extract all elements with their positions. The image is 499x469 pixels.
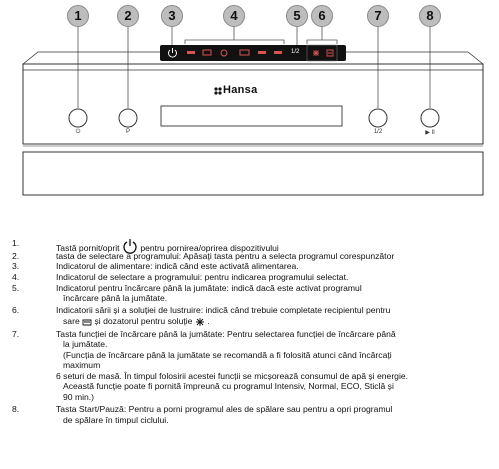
list-item: Indicatorul de selectare a programului: pentru indicarea programului selectat. — [56, 272, 349, 282]
list-item-continued: sare și dozatorul pentru soluție . — [63, 316, 210, 326]
list-item-continued: (Funcția de încărcare până la jumătate se recomandă a fi folosită atunci când încărcați — [63, 350, 392, 360]
callout-6: 6 — [311, 5, 333, 27]
list-item: tasta de selectare a programului: Apăsați tasta pentru a selecta programul corespunzător — [56, 251, 395, 261]
hansa-logo-icon — [214, 87, 221, 94]
item-number: 2. — [12, 251, 20, 261]
list-item-continued: maximum — [63, 360, 101, 370]
item-number: 4. — [12, 272, 20, 282]
callout-3: 3 — [161, 5, 183, 27]
item-number: 6. — [12, 305, 20, 315]
salt-icon — [82, 317, 92, 327]
rinse-aid-indicator-icon — [313, 50, 319, 56]
half-load-button — [369, 109, 387, 127]
callout-5: 5 — [286, 5, 308, 27]
rinse-aid-icon — [195, 317, 205, 327]
item-number: 1. — [12, 238, 20, 248]
callout-2: 2 — [117, 5, 139, 27]
list-item-continued: de spălare în timpul ciclului. — [63, 415, 169, 425]
brand-name: Hansa — [223, 84, 258, 96]
list-item: Indicatorul pentru încărcare până la jumătate: indică dacă este activat programul — [56, 283, 362, 293]
item-number: 7. — [12, 329, 20, 339]
program-button-caption: P — [125, 129, 130, 135]
callout-4: 4 — [223, 5, 245, 27]
program-5-indicator-icon — [258, 51, 266, 54]
list-item-continued: 90 min.) — [63, 392, 95, 402]
start-pause-button-caption: ▶ II — [425, 130, 435, 136]
item-number: 8. — [12, 404, 20, 414]
half-load-button-caption: 1/2 — [373, 129, 383, 135]
control-panel-diagram — [0, 0, 499, 205]
program-6-indicator-icon — [274, 51, 282, 54]
list-item-continued: Această funcție poate fi pornită împreună cu programul Intensiv, Normal, ECO, Sticlă și — [63, 381, 394, 391]
list-item: Tasta funcției de încărcare până la jumătate: Pentru selectarea funcției de încărcare până — [56, 329, 396, 339]
callout-8: 8 — [419, 5, 441, 27]
item-number: 3. — [12, 261, 20, 271]
list-item: Tasta Start/Pauză: Pentru a porni programul ales de spălare sau pentru a opri programul — [56, 404, 393, 414]
start-pause-button — [421, 109, 439, 127]
item-number: 5. — [12, 283, 20, 293]
callout-1: 1 — [67, 5, 89, 27]
list-item: Indicatorul de alimentare: indică când este activată alimentarea. — [56, 261, 299, 271]
list-item-continued: încărcare până la jumătate. — [63, 293, 168, 303]
program-button — [119, 109, 137, 127]
power-button-caption: ⏻ — [75, 129, 81, 135]
half-load-indicator-label: 1/2 — [291, 49, 300, 55]
list-item-continued: la jumătate. — [63, 339, 108, 349]
program-1-indicator-icon — [187, 51, 195, 54]
callout-7: 7 — [367, 5, 389, 27]
power-button — [69, 109, 87, 127]
list-item-continued: 6 seturi de masă. În timpul folosirii acestei funcții se micșorează consumul de apă și energie. — [56, 371, 409, 381]
list-item: Tastă pornit/oprit pentru pornirea/oprirea dispozitivului — [56, 238, 279, 254]
panel-drawing — [0, 0, 499, 205]
list-item: Indicatorii sării și a soluției de lustruire: indică când trebuie completate recipientul pentru — [56, 305, 391, 315]
